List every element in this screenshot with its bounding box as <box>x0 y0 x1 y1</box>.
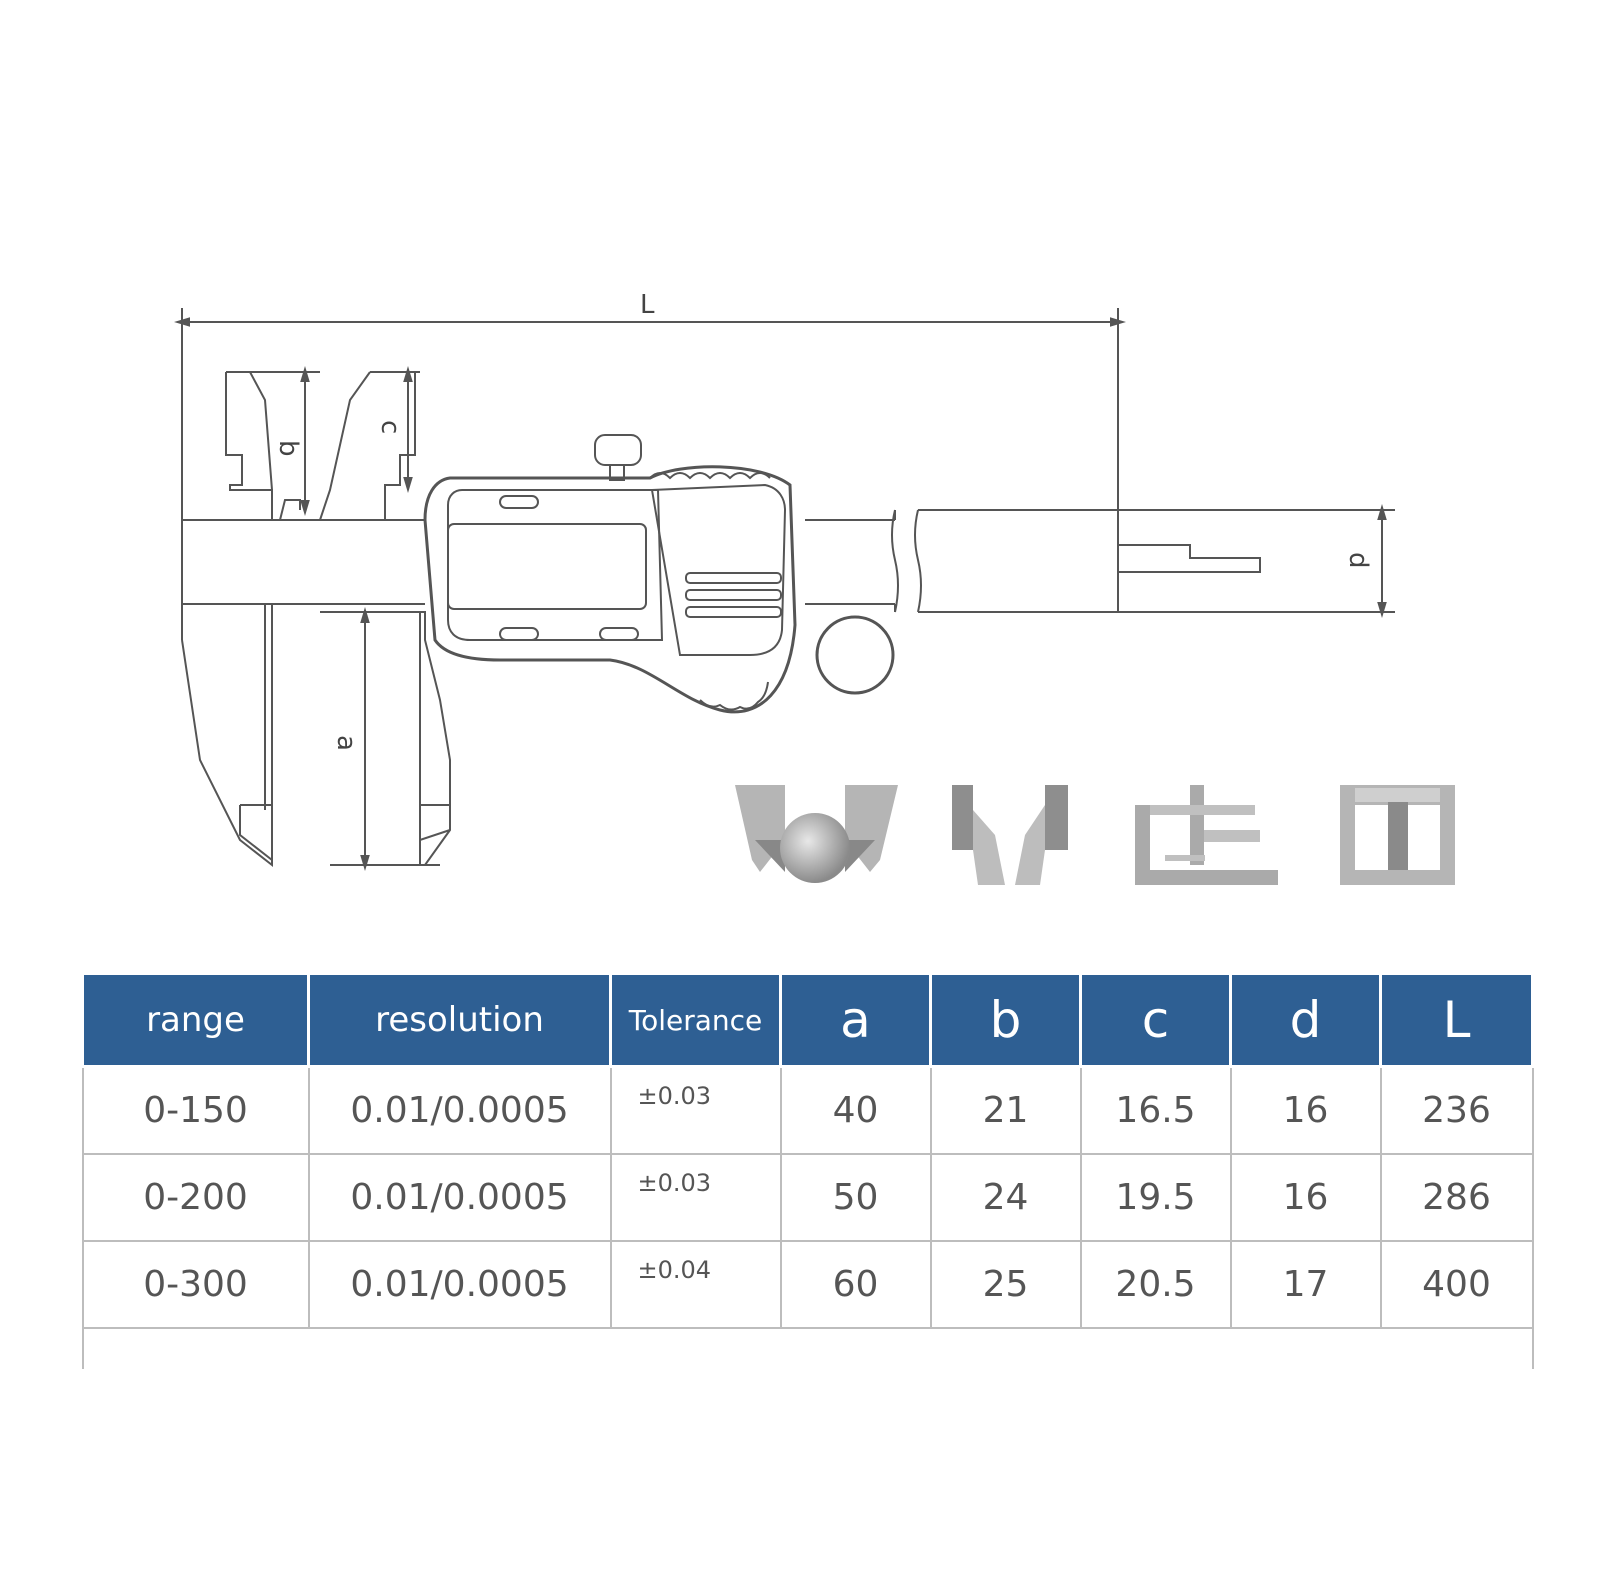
header-a: a <box>781 975 931 1067</box>
cell-d: 17 <box>1231 1241 1381 1328</box>
header-tolerance: Tolerance <box>611 975 781 1067</box>
empty-cell <box>1081 1328 1231 1369</box>
cell-a: 60 <box>781 1241 931 1328</box>
cell-range: 0-200 <box>83 1154 309 1241</box>
label-b: b <box>273 440 303 457</box>
cell-range: 0-300 <box>83 1241 309 1328</box>
label-a: a <box>331 735 361 751</box>
cell-b: 24 <box>931 1154 1081 1241</box>
header-range: range <box>83 975 309 1067</box>
cell-c: 20.5 <box>1081 1241 1231 1328</box>
cell-d: 16 <box>1231 1067 1381 1155</box>
label-L: L <box>640 290 655 320</box>
cell-resolution: 0.01/0.0005 <box>309 1241 611 1328</box>
cell-c: 19.5 <box>1081 1154 1231 1241</box>
cell-tolerance: ±0.04 <box>611 1241 781 1328</box>
spec-table <box>81 975 1534 1369</box>
step-measure-icon <box>1135 785 1278 885</box>
cell-a: 50 <box>781 1154 931 1241</box>
label-c: c <box>375 420 405 435</box>
header-d: d <box>1231 975 1381 1067</box>
caliper-drawing <box>182 308 1395 865</box>
header-L: L <box>1381 975 1533 1067</box>
label-d: d <box>1343 552 1373 569</box>
table-row <box>83 1154 1533 1241</box>
depth-measure-icon <box>1340 785 1455 885</box>
cell-tolerance: ±0.03 <box>611 1067 781 1155</box>
empty-cell <box>781 1328 931 1369</box>
inside-measure-icon <box>952 785 1068 885</box>
cell-range: 0-150 <box>83 1067 309 1155</box>
empty-cell <box>83 1328 309 1369</box>
cell-L: 236 <box>1381 1067 1533 1155</box>
cell-b: 25 <box>931 1241 1081 1328</box>
table-empty-row <box>83 1328 1533 1369</box>
cell-resolution: 0.01/0.0005 <box>309 1154 611 1241</box>
empty-cell <box>931 1328 1081 1369</box>
cell-b: 21 <box>931 1067 1081 1155</box>
empty-cell <box>1231 1328 1381 1369</box>
cell-L: 400 <box>1381 1241 1533 1328</box>
cell-resolution: 0.01/0.0005 <box>309 1067 611 1155</box>
empty-cell <box>309 1328 611 1369</box>
cell-a: 40 <box>781 1067 931 1155</box>
header-c: c <box>1081 975 1231 1067</box>
outside-measure-icon <box>735 785 898 883</box>
cell-c: 16.5 <box>1081 1067 1231 1155</box>
cell-L: 286 <box>1381 1154 1533 1241</box>
table-row <box>83 1067 1533 1155</box>
cell-tolerance: ±0.03 <box>611 1154 781 1241</box>
table-row <box>83 1241 1533 1328</box>
header-b: b <box>931 975 1081 1067</box>
cell-d: 16 <box>1231 1154 1381 1241</box>
empty-cell <box>1381 1328 1533 1369</box>
empty-cell <box>611 1328 781 1369</box>
table-header-row <box>83 975 1533 1067</box>
header-resolution: resolution <box>309 975 611 1067</box>
